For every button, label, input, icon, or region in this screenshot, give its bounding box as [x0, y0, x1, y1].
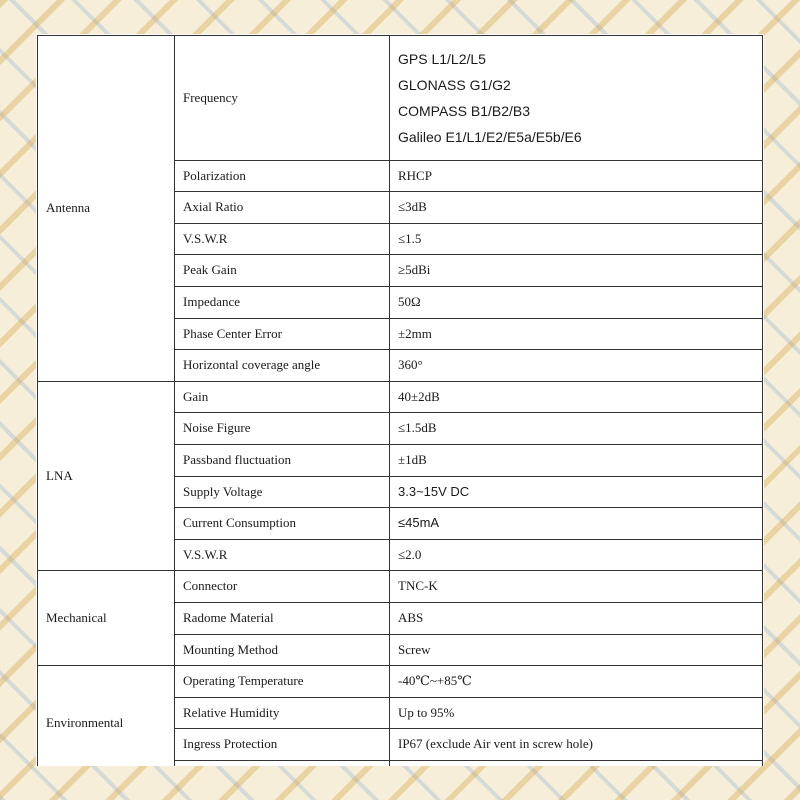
param-operating-temperature: Operating Temperature [175, 666, 390, 698]
param-noise-figure: Noise Figure [175, 413, 390, 445]
value-relative-humidity: Up to 95% [390, 698, 763, 729]
value-axial-ratio: ≤3dB [390, 192, 763, 224]
param-lna-vswr: V.S.W.R [175, 540, 390, 571]
value-peak-gain: ≥5dBi [390, 255, 763, 287]
frequency-gps: GPS L1/L2/L5 [398, 51, 486, 67]
frequency-galileo: Galileo E1/L1/E2/E5a/E5b/E6 [398, 129, 582, 145]
param-connector: Connector [175, 571, 390, 603]
value-lna-vswr: ≤2.0 [390, 540, 763, 571]
value-frequency [390, 36, 763, 161]
value-radome-material: ABS [390, 603, 763, 635]
category-mechanical: Mechanical [38, 571, 175, 666]
param-polarization: Polarization [175, 161, 390, 192]
value-noise-figure: ≤1.5dB [390, 413, 763, 445]
value-ingress-protection: IP67 (exclude Air vent in screw hole) [390, 729, 763, 761]
frequency-glonass: GLONASS G1/G2 [398, 77, 511, 93]
value-phase-center-error: ±2mm [390, 319, 763, 350]
value-connector: TNC-K [390, 571, 763, 603]
value-vswr: ≤1.5 [390, 224, 763, 255]
param-relative-humidity: Relative Humidity [175, 698, 390, 729]
specification-table [37, 35, 763, 766]
param-horizontal-coverage-angle: Horizontal coverage angle [175, 350, 390, 382]
table-row [38, 36, 763, 161]
param-empty [175, 761, 390, 767]
value-horizontal-coverage-angle: 360° [390, 350, 763, 382]
param-phase-center-error: Phase Center Error [175, 319, 390, 350]
value-current-consumption: ≤45mA [390, 508, 763, 540]
value-supply-voltage: 3.3~15V DC [390, 477, 763, 508]
value-impedance: 50Ω [390, 287, 763, 319]
value-lna-gain: 40±2dB [390, 382, 763, 413]
param-radome-material: Radome Material [175, 603, 390, 635]
param-ingress-protection: Ingress Protection [175, 729, 390, 761]
param-vswr: V.S.W.R [175, 224, 390, 255]
param-supply-voltage: Supply Voltage [175, 477, 390, 508]
value-operating-temperature: -40℃~+85℃ [390, 666, 763, 698]
param-impedance: Impedance [175, 287, 390, 319]
param-passband-fluctuation: Passband fluctuation [175, 445, 390, 477]
frequency-list [398, 36, 762, 160]
table-row [38, 666, 763, 698]
param-mounting-method: Mounting Method [175, 635, 390, 666]
value-passband-fluctuation: ±1dB [390, 445, 763, 477]
frequency-compass: COMPASS B1/B2/B3 [398, 103, 531, 119]
table-row [38, 571, 763, 603]
category-environmental: Environmental [38, 666, 175, 767]
table-row [38, 382, 763, 413]
param-current-consumption: Current Consumption [175, 508, 390, 540]
spec-sheet [36, 34, 764, 766]
category-lna: LNA [38, 382, 175, 571]
value-empty [390, 761, 763, 767]
param-frequency: Frequency [175, 36, 390, 161]
value-polarization: RHCP [390, 161, 763, 192]
value-mounting-method: Screw [390, 635, 763, 666]
category-antenna: Antenna [38, 36, 175, 382]
param-peak-gain: Peak Gain [175, 255, 390, 287]
param-lna-gain: Gain [175, 382, 390, 413]
param-axial-ratio: Axial Ratio [175, 192, 390, 224]
